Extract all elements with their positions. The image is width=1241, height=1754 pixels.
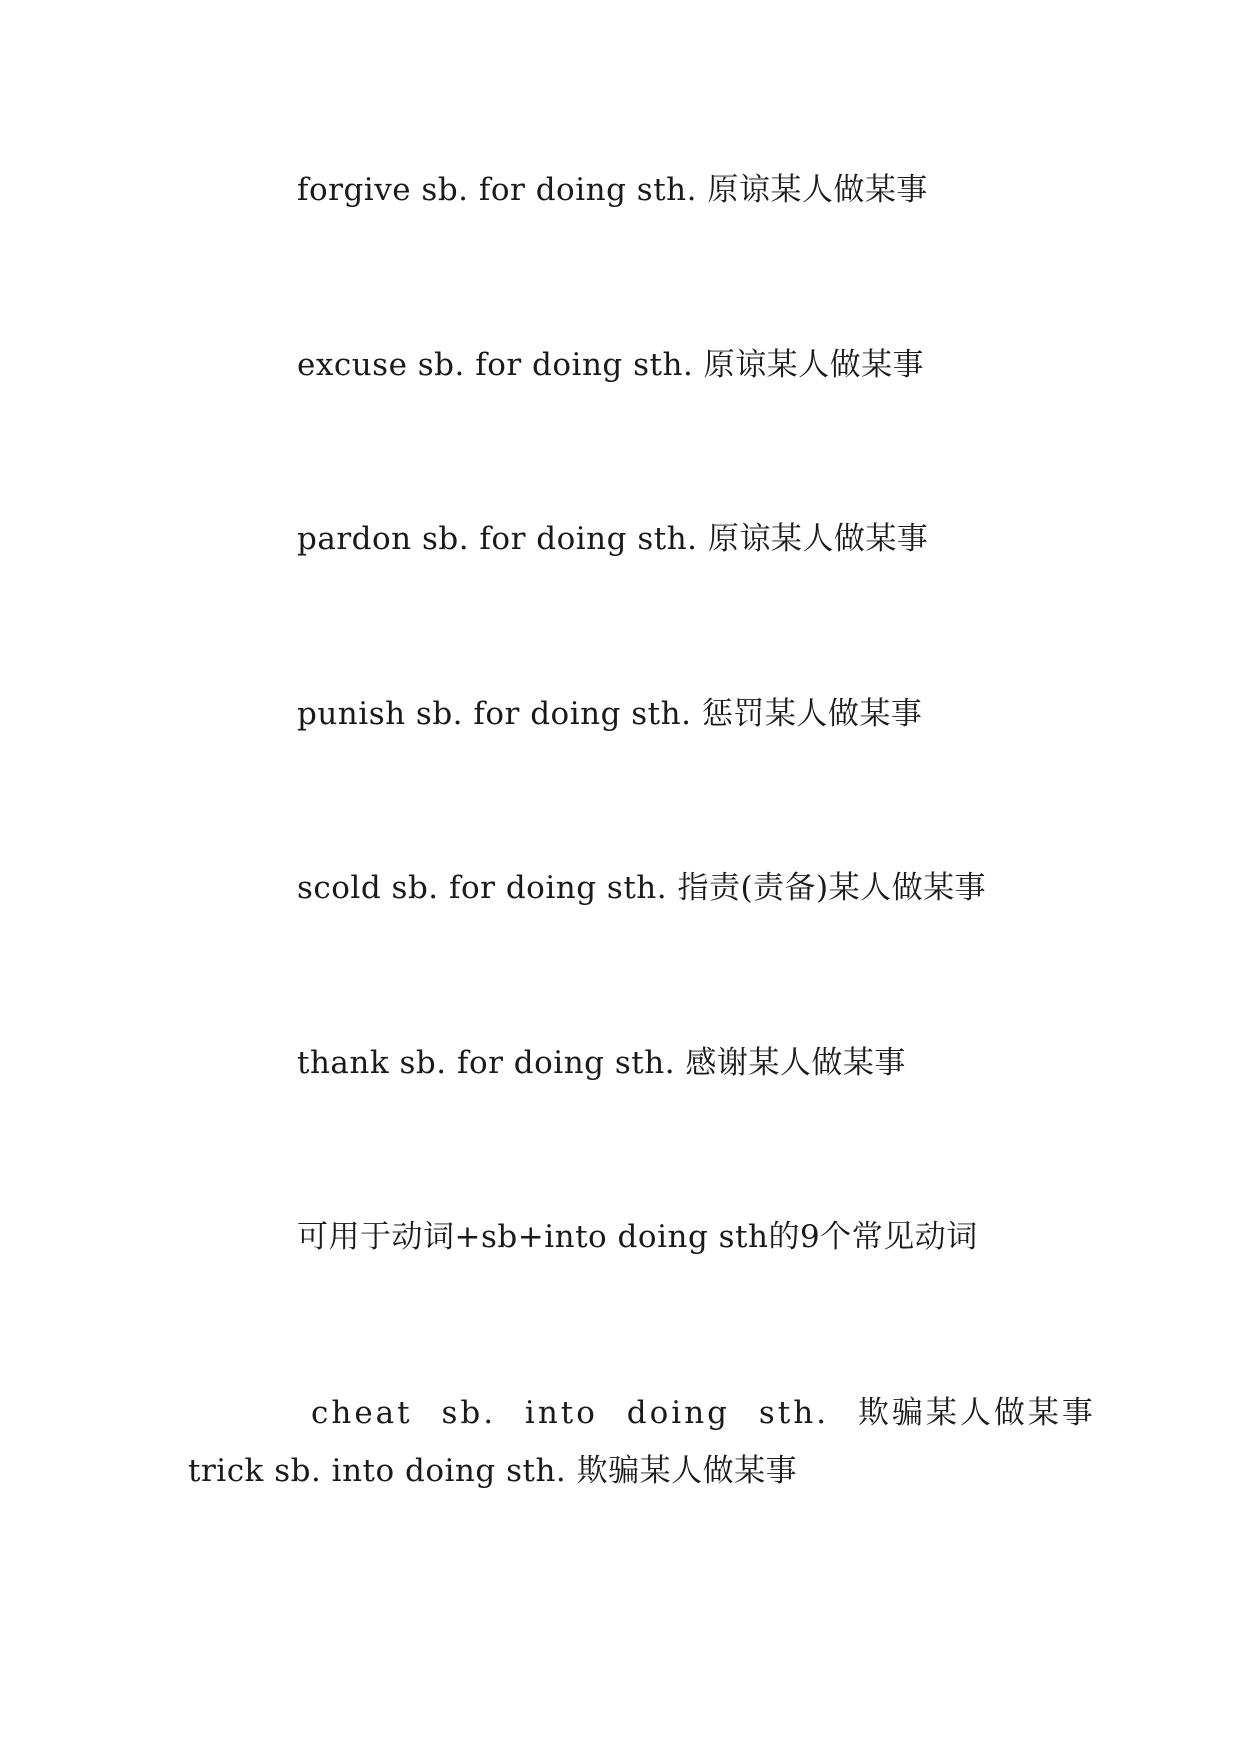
text-line-thank: thank sb. for doing sth. 感谢某人做某事 — [297, 1045, 906, 1081]
text-line-pardon: pardon sb. for doing sth. 原谅某人做某事 — [297, 521, 929, 557]
section-heading-into-doing: 可用于动词+sb+into doing sth的9个常见动词 — [297, 1219, 978, 1255]
text-line-scold: scold sb. for doing sth. 指责(责备)某人做某事 — [297, 870, 987, 906]
text-line-cheat: cheat sb. into doing sth. 欺骗某人做某事 — [311, 1395, 1096, 1431]
text-line-forgive: forgive sb. for doing sth. 原谅某人做某事 — [297, 172, 928, 208]
text-line-excuse: excuse sb. for doing sth. 原谅某人做某事 — [297, 347, 925, 383]
text-line-punish: punish sb. for doing sth. 惩罚某人做某事 — [297, 696, 923, 732]
text-line-trick: trick sb. into doing sth. 欺骗某人做某事 — [188, 1453, 798, 1489]
